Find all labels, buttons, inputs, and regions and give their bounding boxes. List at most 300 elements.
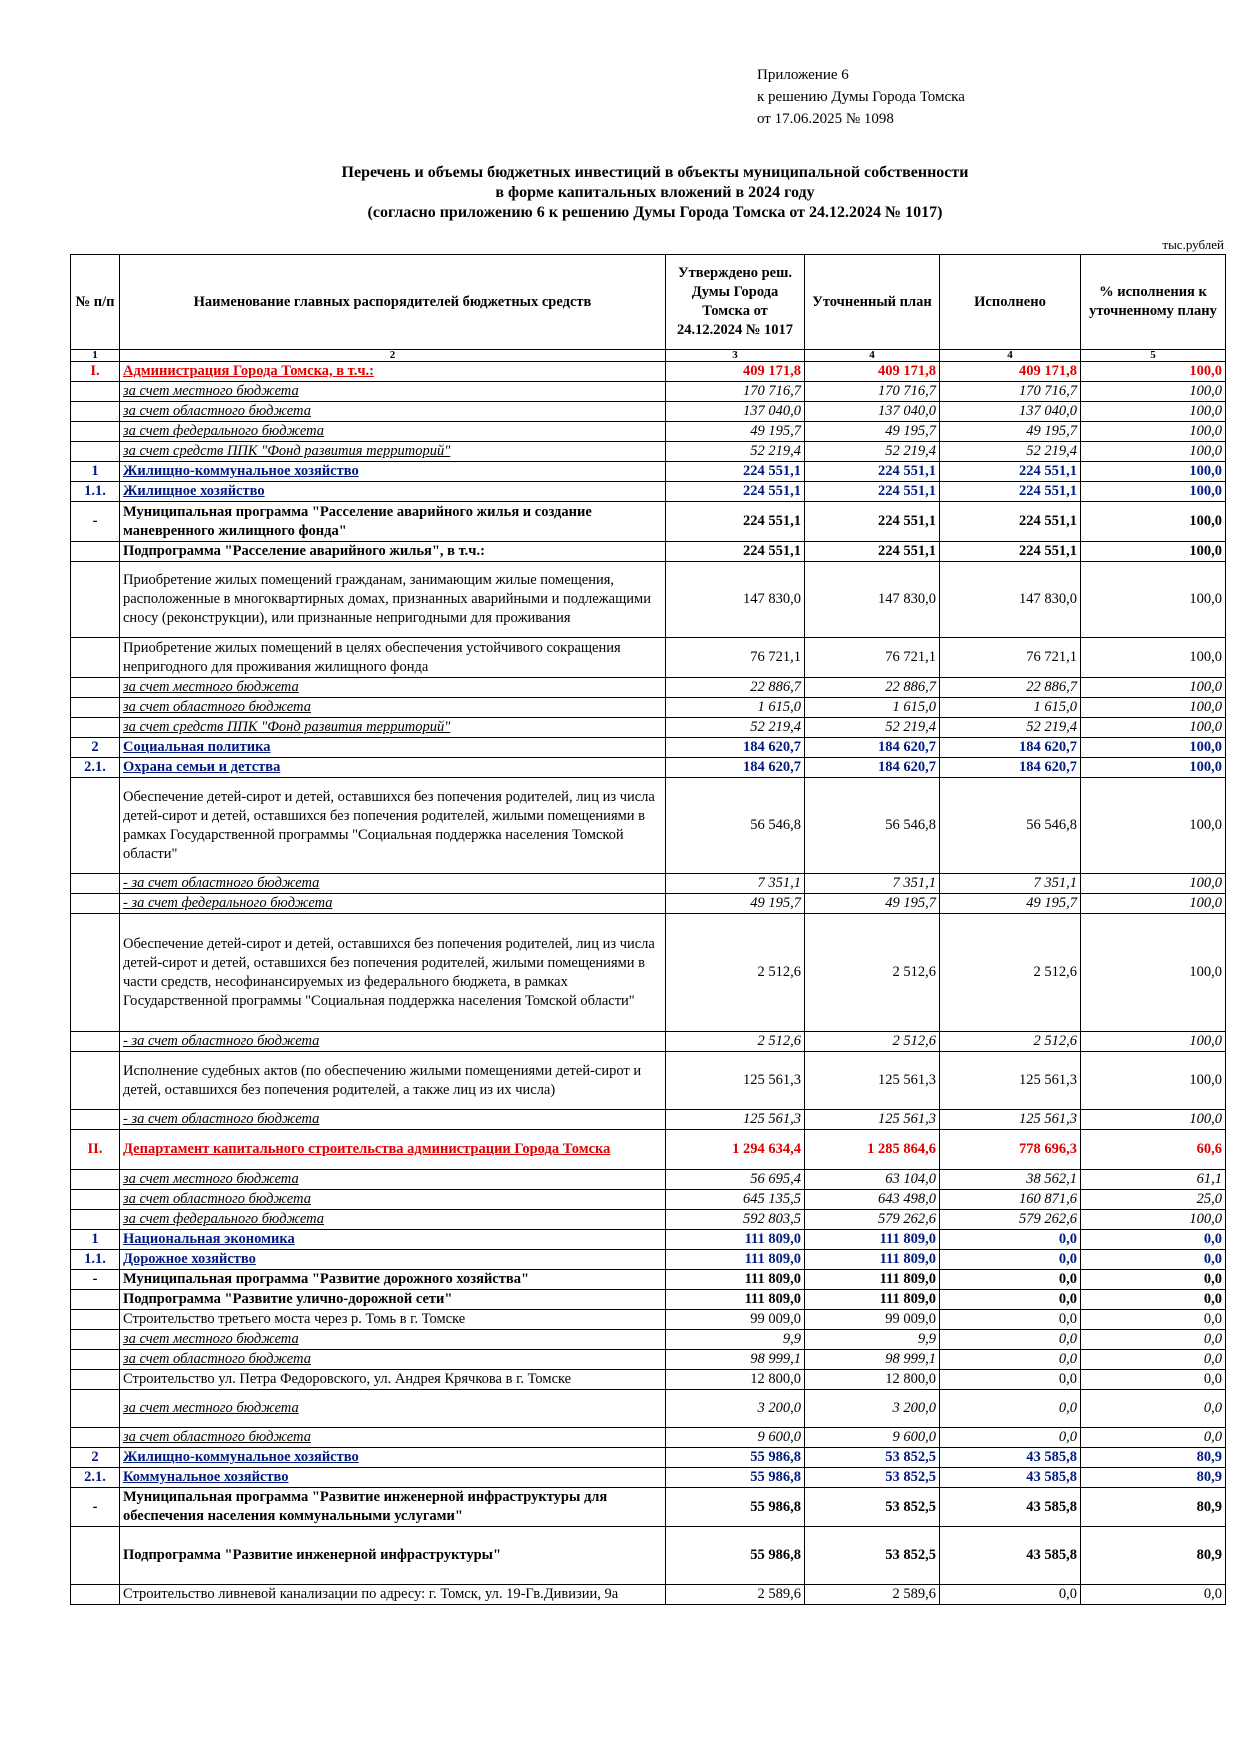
- row-approved: 224 551,1: [666, 542, 805, 562]
- row-pct: 0,0: [1081, 1250, 1226, 1270]
- row-number: -: [71, 502, 120, 542]
- row-approved: 55 986,8: [666, 1468, 805, 1488]
- row-name: Строительство ливневой канализации по адресу: г. Томск, ул. 19-Гв.Дивизии, 9а: [120, 1585, 666, 1605]
- row-name: за счет областного бюджета: [120, 1350, 666, 1370]
- table-row: [71, 542, 1226, 562]
- row-number: 2.1.: [71, 758, 120, 778]
- row-pct: 100,0: [1081, 402, 1226, 422]
- row-done: 160 871,6: [940, 1190, 1081, 1210]
- table-row: [71, 758, 1226, 778]
- row-number: -: [71, 1270, 120, 1290]
- row-pct: 100,0: [1081, 1110, 1226, 1130]
- row-done: 0,0: [940, 1370, 1081, 1390]
- row-done: 22 886,7: [940, 678, 1081, 698]
- row-plan: 224 551,1: [805, 462, 940, 482]
- row-done: 0,0: [940, 1270, 1081, 1290]
- row-plan: 147 830,0: [805, 562, 940, 638]
- row-name: Муниципальная программа "Развитие инженерной инфраструктуры для обеспечения населения коммунальными услугами": [120, 1488, 666, 1527]
- row-pct: 100,0: [1081, 1210, 1226, 1230]
- row-plan: 53 852,5: [805, 1527, 940, 1585]
- row-number: [71, 1190, 120, 1210]
- row-done: 43 585,8: [940, 1468, 1081, 1488]
- row-approved: 184 620,7: [666, 738, 805, 758]
- row-done: 52 219,4: [940, 442, 1081, 462]
- row-done: 0,0: [940, 1390, 1081, 1428]
- decision-label: к решению Думы Города Томска: [757, 89, 965, 105]
- row-number: [71, 874, 120, 894]
- row-plan: 1 285 864,6: [805, 1130, 940, 1170]
- row-number: II.: [71, 1130, 120, 1170]
- table-row: [71, 1190, 1226, 1210]
- table-row: [71, 778, 1226, 874]
- row-name: Подпрограмма "Расселение аварийного жилья", в т.ч.:: [120, 542, 666, 562]
- row-number: 1.1.: [71, 1250, 120, 1270]
- row-name: за счет областного бюджета: [120, 402, 666, 422]
- table-row: [71, 362, 1226, 382]
- decision-date: от 17.06.2025 № 1098: [757, 111, 894, 127]
- row-done: 0,0: [940, 1290, 1081, 1310]
- row-name: - за счет федерального бюджета: [120, 894, 666, 914]
- row-name: за счет федерального бюджета: [120, 422, 666, 442]
- row-name: за счет местного бюджета: [120, 1170, 666, 1190]
- row-number: [71, 562, 120, 638]
- row-name: Муниципальная программа "Расселение аварийного жилья и создание маневренного жилищного фонда": [120, 502, 666, 542]
- row-name: за счет федерального бюджета: [120, 1210, 666, 1230]
- row-name: Департамент капитального строительства администрации Города Томска: [120, 1130, 666, 1170]
- table-row: [71, 402, 1226, 422]
- row-name: Социальная политика: [120, 738, 666, 758]
- table-row: [71, 718, 1226, 738]
- row-done: 184 620,7: [940, 758, 1081, 778]
- table-row: [71, 1310, 1226, 1330]
- row-done: 0,0: [940, 1310, 1081, 1330]
- row-name: за счет областного бюджета: [120, 698, 666, 718]
- row-approved: 55 986,8: [666, 1527, 805, 1585]
- row-plan: 184 620,7: [805, 758, 940, 778]
- row-done: 2 512,6: [940, 1032, 1081, 1052]
- row-plan: 170 716,7: [805, 382, 940, 402]
- row-approved: 1 615,0: [666, 698, 805, 718]
- row-name: Жилищное хозяйство: [120, 482, 666, 502]
- row-approved: 3 200,0: [666, 1390, 805, 1428]
- row-done: 38 562,1: [940, 1170, 1081, 1190]
- row-approved: 76 721,1: [666, 638, 805, 678]
- row-pct: 100,0: [1081, 738, 1226, 758]
- row-pct: 0,0: [1081, 1428, 1226, 1448]
- row-pct: 0,0: [1081, 1330, 1226, 1350]
- row-name: за счет местного бюджета: [120, 382, 666, 402]
- row-name: - за счет областного бюджета: [120, 1110, 666, 1130]
- table-row: [71, 382, 1226, 402]
- row-approved: 224 551,1: [666, 502, 805, 542]
- row-approved: 111 809,0: [666, 1230, 805, 1250]
- row-name: Исполнение судебных актов (по обеспечению жилыми помещениями детей-сирот и детей, оставшихся без попечения родителей, а также лиц из их числа): [120, 1052, 666, 1110]
- row-plan: 9 600,0: [805, 1428, 940, 1448]
- table-row: [71, 442, 1226, 462]
- row-approved: 409 171,8: [666, 362, 805, 382]
- table-row: [71, 894, 1226, 914]
- row-number: 2: [71, 738, 120, 758]
- row-plan: 2 512,6: [805, 914, 940, 1032]
- col-number: 4: [805, 350, 940, 362]
- row-number: [71, 1310, 120, 1330]
- row-done: 0,0: [940, 1585, 1081, 1605]
- row-done: 137 040,0: [940, 402, 1081, 422]
- table-row: [71, 1488, 1226, 1527]
- col-header-pct: % исполнения к уточненному плану: [1081, 255, 1226, 350]
- row-pct: 0,0: [1081, 1270, 1226, 1290]
- row-plan: 643 498,0: [805, 1190, 940, 1210]
- row-approved: 56 546,8: [666, 778, 805, 874]
- row-done: 579 262,6: [940, 1210, 1081, 1230]
- table-row: [71, 1370, 1226, 1390]
- column-number-row: [71, 350, 1226, 362]
- row-done: 43 585,8: [940, 1488, 1081, 1527]
- row-number: [71, 1110, 120, 1130]
- row-plan: 52 219,4: [805, 718, 940, 738]
- table-row: [71, 874, 1226, 894]
- row-name: Национальная экономика: [120, 1230, 666, 1250]
- row-approved: 7 351,1: [666, 874, 805, 894]
- row-done: 224 551,1: [940, 502, 1081, 542]
- row-done: 125 561,3: [940, 1110, 1081, 1130]
- col-number: 3: [666, 350, 805, 362]
- row-plan: 409 171,8: [805, 362, 940, 382]
- row-done: 0,0: [940, 1428, 1081, 1448]
- row-approved: 111 809,0: [666, 1250, 805, 1270]
- col-number: 2: [120, 350, 666, 362]
- row-done: 49 195,7: [940, 422, 1081, 442]
- row-number: [71, 542, 120, 562]
- row-number: I.: [71, 362, 120, 382]
- row-number: [71, 894, 120, 914]
- row-pct: 80,9: [1081, 1527, 1226, 1585]
- row-approved: 111 809,0: [666, 1290, 805, 1310]
- row-number: 2.1.: [71, 1468, 120, 1488]
- row-done: 0,0: [940, 1230, 1081, 1250]
- row-name: Строительство третьего моста через р. Томь в г. Томске: [120, 1310, 666, 1330]
- row-pct: 100,0: [1081, 914, 1226, 1032]
- row-done: 224 551,1: [940, 462, 1081, 482]
- row-pct: 0,0: [1081, 1390, 1226, 1428]
- row-done: 0,0: [940, 1250, 1081, 1270]
- col-number: 1: [71, 350, 120, 362]
- row-plan: 111 809,0: [805, 1250, 940, 1270]
- row-approved: 55 986,8: [666, 1448, 805, 1468]
- row-approved: 98 999,1: [666, 1350, 805, 1370]
- row-approved: 170 716,7: [666, 382, 805, 402]
- row-number: [71, 422, 120, 442]
- row-plan: 579 262,6: [805, 1210, 940, 1230]
- row-plan: 111 809,0: [805, 1290, 940, 1310]
- row-number: [71, 1210, 120, 1230]
- row-done: 125 561,3: [940, 1052, 1081, 1110]
- row-pct: 100,0: [1081, 678, 1226, 698]
- col-header-plan: Уточненный план: [805, 255, 940, 350]
- table-row: [71, 562, 1226, 638]
- row-plan: 137 040,0: [805, 402, 940, 422]
- row-plan: 49 195,7: [805, 422, 940, 442]
- row-number: 1: [71, 1230, 120, 1250]
- title-line-1: Перечень и объемы бюджетных инвестиций в объекты муниципальной собственности: [341, 164, 969, 181]
- row-done: 409 171,8: [940, 362, 1081, 382]
- row-approved: 125 561,3: [666, 1110, 805, 1130]
- row-number: [71, 678, 120, 698]
- row-pct: 80,9: [1081, 1448, 1226, 1468]
- row-done: 147 830,0: [940, 562, 1081, 638]
- table-row: [71, 1585, 1226, 1605]
- row-number: [71, 914, 120, 1032]
- row-plan: 22 886,7: [805, 678, 940, 698]
- row-done: 52 219,4: [940, 718, 1081, 738]
- row-done: 43 585,8: [940, 1527, 1081, 1585]
- row-pct: 100,0: [1081, 542, 1226, 562]
- row-name: Обеспечение детей-сирот и детей, оставшихся без попечения родителей, лиц из числа детей-сирот и детей, оставшихся без попечения родителей, жилыми помещениями в рамках Государственной программы "Социальная поддержка населения Томской области": [120, 778, 666, 874]
- row-number: [71, 1290, 120, 1310]
- row-pct: 0,0: [1081, 1370, 1226, 1390]
- row-plan: 2 512,6: [805, 1032, 940, 1052]
- row-approved: 1 294 634,4: [666, 1130, 805, 1170]
- row-name: Дорожное хозяйство: [120, 1250, 666, 1270]
- row-plan: 111 809,0: [805, 1230, 940, 1250]
- row-approved: 224 551,1: [666, 482, 805, 502]
- row-plan: 52 219,4: [805, 442, 940, 462]
- row-name: Обеспечение детей-сирот и детей, оставшихся без попечения родителей, лиц из числа детей-сирот и детей, оставшихся без попечения родителей, жилыми помещениями в части средств, несофинансируемых из федерального бюджета, в рамках Государственной программы "Социальная поддержка населения Томской области": [120, 914, 666, 1032]
- row-pct: 100,0: [1081, 1032, 1226, 1052]
- table-row: [71, 462, 1226, 482]
- row-pct: 0,0: [1081, 1290, 1226, 1310]
- row-done: 170 716,7: [940, 382, 1081, 402]
- title-line-2: в форме капитальных вложений в 2024 году: [495, 184, 815, 201]
- row-name: Жилищно-коммунальное хозяйство: [120, 1448, 666, 1468]
- row-done: 56 546,8: [940, 778, 1081, 874]
- row-done: 1 615,0: [940, 698, 1081, 718]
- units-label: тыс.рублей: [1162, 237, 1224, 252]
- row-approved: 22 886,7: [666, 678, 805, 698]
- table-row: [71, 1110, 1226, 1130]
- table-row: [71, 678, 1226, 698]
- row-pct: 25,0: [1081, 1190, 1226, 1210]
- row-number: 1.1.: [71, 482, 120, 502]
- col-header-approved: Утверждено реш. Думы Города Томска от 24.12.2024 № 1017: [666, 255, 805, 350]
- row-pct: 0,0: [1081, 1350, 1226, 1370]
- row-name: за счет средств ППК "Фонд развития территорий": [120, 718, 666, 738]
- row-plan: 224 551,1: [805, 482, 940, 502]
- table-row: [71, 1230, 1226, 1250]
- decision-reference: [757, 64, 965, 130]
- row-name: за счет областного бюджета: [120, 1190, 666, 1210]
- row-plan: 224 551,1: [805, 542, 940, 562]
- table-row: [71, 914, 1226, 1032]
- row-done: 0,0: [940, 1350, 1081, 1370]
- table-row: [71, 1390, 1226, 1428]
- row-done: 224 551,1: [940, 542, 1081, 562]
- row-plan: 2 589,6: [805, 1585, 940, 1605]
- row-pct: 0,0: [1081, 1310, 1226, 1330]
- table-row: [71, 1032, 1226, 1052]
- row-name: Жилищно-коммунальное хозяйство: [120, 462, 666, 482]
- row-plan: 9,9: [805, 1330, 940, 1350]
- row-pct: 100,0: [1081, 1052, 1226, 1110]
- row-pct: 100,0: [1081, 778, 1226, 874]
- table-row: [71, 1448, 1226, 1468]
- title-line-3: (согласно приложению 6 к решению Думы Города Томска от 24.12.2024 № 1017): [367, 204, 943, 221]
- row-name: за счет областного бюджета: [120, 1428, 666, 1448]
- col-number: 4: [940, 350, 1081, 362]
- row-pct: 80,9: [1081, 1468, 1226, 1488]
- row-approved: 147 830,0: [666, 562, 805, 638]
- table-row: [71, 1290, 1226, 1310]
- row-pct: 100,0: [1081, 718, 1226, 738]
- row-plan: 98 999,1: [805, 1350, 940, 1370]
- row-name: Охрана семьи и детства: [120, 758, 666, 778]
- row-done: 778 696,3: [940, 1130, 1081, 1170]
- row-plan: 53 852,5: [805, 1468, 940, 1488]
- row-approved: 184 620,7: [666, 758, 805, 778]
- row-number: [71, 778, 120, 874]
- row-name: Муниципальная программа "Развитие дорожного хозяйства": [120, 1270, 666, 1290]
- row-plan: 63 104,0: [805, 1170, 940, 1190]
- row-number: [71, 1330, 120, 1350]
- row-name: - за счет областного бюджета: [120, 1032, 666, 1052]
- row-plan: 224 551,1: [805, 502, 940, 542]
- row-pct: 61,1: [1081, 1170, 1226, 1190]
- row-approved: 592 803,5: [666, 1210, 805, 1230]
- row-approved: 125 561,3: [666, 1052, 805, 1110]
- table-row: [71, 502, 1226, 542]
- row-plan: 76 721,1: [805, 638, 940, 678]
- row-approved: 645 135,5: [666, 1190, 805, 1210]
- row-name: Приобретение жилых помещений в целях обеспечения устойчивого сокращения непригодного для проживания жилищного фонда: [120, 638, 666, 678]
- row-plan: 49 195,7: [805, 894, 940, 914]
- row-name: за счет местного бюджета: [120, 1390, 666, 1428]
- row-approved: 9 600,0: [666, 1428, 805, 1448]
- table-row: [71, 1130, 1226, 1170]
- row-approved: 52 219,4: [666, 718, 805, 738]
- row-number: [71, 1370, 120, 1390]
- row-name: Коммунальное хозяйство: [120, 1468, 666, 1488]
- row-pct: 100,0: [1081, 698, 1226, 718]
- table-row: [71, 1527, 1226, 1585]
- table-row: [71, 1170, 1226, 1190]
- row-pct: 100,0: [1081, 382, 1226, 402]
- row-pct: 100,0: [1081, 462, 1226, 482]
- row-name: Подпрограмма "Развитие инженерной инфраструктуры": [120, 1527, 666, 1585]
- table-body: [71, 362, 1226, 1605]
- row-pct: 0,0: [1081, 1230, 1226, 1250]
- row-done: 7 351,1: [940, 874, 1081, 894]
- row-pct: 100,0: [1081, 502, 1226, 542]
- row-number: [71, 1585, 120, 1605]
- row-number: [71, 1032, 120, 1052]
- row-approved: 49 195,7: [666, 422, 805, 442]
- row-pct: 0,0: [1081, 1585, 1226, 1605]
- row-done: 0,0: [940, 1330, 1081, 1350]
- col-header-num: № п/п: [71, 255, 120, 350]
- row-approved: 2 589,6: [666, 1585, 805, 1605]
- row-number: [71, 1350, 120, 1370]
- row-plan: 125 561,3: [805, 1052, 940, 1110]
- row-approved: 2 512,6: [666, 1032, 805, 1052]
- row-approved: 52 219,4: [666, 442, 805, 462]
- row-name: за счет местного бюджета: [120, 1330, 666, 1350]
- row-number: [71, 718, 120, 738]
- col-header-done: Исполнено: [940, 255, 1081, 350]
- row-pct: 100,0: [1081, 422, 1226, 442]
- appendix-label: Приложение 6: [757, 67, 849, 83]
- row-pct: 100,0: [1081, 638, 1226, 678]
- row-name: Администрация Города Томска, в т.ч.:: [120, 362, 666, 382]
- row-approved: 99 009,0: [666, 1310, 805, 1330]
- row-approved: 56 695,4: [666, 1170, 805, 1190]
- investment-table: [70, 254, 1226, 1605]
- row-plan: 53 852,5: [805, 1488, 940, 1527]
- row-pct: 100,0: [1081, 562, 1226, 638]
- row-plan: 53 852,5: [805, 1448, 940, 1468]
- row-pct: 80,9: [1081, 1488, 1226, 1527]
- table-row: [71, 1468, 1226, 1488]
- row-plan: 99 009,0: [805, 1310, 940, 1330]
- row-approved: 111 809,0: [666, 1270, 805, 1290]
- row-pct: 100,0: [1081, 758, 1226, 778]
- row-number: [71, 638, 120, 678]
- row-done: 49 195,7: [940, 894, 1081, 914]
- row-number: [71, 382, 120, 402]
- document-title: [0, 163, 1240, 223]
- row-plan: 56 546,8: [805, 778, 940, 874]
- row-number: 2: [71, 1448, 120, 1468]
- row-plan: 184 620,7: [805, 738, 940, 758]
- row-pct: 100,0: [1081, 894, 1226, 914]
- row-name: - за счет областного бюджета: [120, 874, 666, 894]
- table-header-row: [71, 255, 1226, 350]
- row-approved: 49 195,7: [666, 894, 805, 914]
- table-row: [71, 1210, 1226, 1230]
- table-row: [71, 1270, 1226, 1290]
- row-pct: 100,0: [1081, 362, 1226, 382]
- row-pct: 100,0: [1081, 442, 1226, 462]
- col-number: 5: [1081, 350, 1226, 362]
- row-approved: 55 986,8: [666, 1488, 805, 1527]
- row-approved: 137 040,0: [666, 402, 805, 422]
- row-approved: 224 551,1: [666, 462, 805, 482]
- row-plan: 111 809,0: [805, 1270, 940, 1290]
- row-number: -: [71, 1488, 120, 1527]
- table-row: [71, 1350, 1226, 1370]
- col-header-name: Наименование главных распорядителей бюджетных средств: [120, 255, 666, 350]
- table-row: [71, 422, 1226, 442]
- row-number: [71, 402, 120, 422]
- table-row: [71, 1250, 1226, 1270]
- row-done: 224 551,1: [940, 482, 1081, 502]
- row-pct: 100,0: [1081, 874, 1226, 894]
- row-plan: 1 615,0: [805, 698, 940, 718]
- row-number: [71, 1052, 120, 1110]
- row-number: [71, 1390, 120, 1428]
- row-approved: 12 800,0: [666, 1370, 805, 1390]
- row-name: за счет местного бюджета: [120, 678, 666, 698]
- row-name: за счет средств ППК "Фонд развития территорий": [120, 442, 666, 462]
- row-plan: 7 351,1: [805, 874, 940, 894]
- row-approved: 9,9: [666, 1330, 805, 1350]
- row-name: Приобретение жилых помещений гражданам, занимающим жилые помещения, расположенные в многоквартирных домах, признанных аварийными и подлежащими сносу (реконструкции), или признанные непригодными для проживания: [120, 562, 666, 638]
- row-number: [71, 442, 120, 462]
- row-pct: 100,0: [1081, 482, 1226, 502]
- table-row: [71, 482, 1226, 502]
- row-number: 1: [71, 462, 120, 482]
- row-done: 43 585,8: [940, 1448, 1081, 1468]
- row-plan: 125 561,3: [805, 1110, 940, 1130]
